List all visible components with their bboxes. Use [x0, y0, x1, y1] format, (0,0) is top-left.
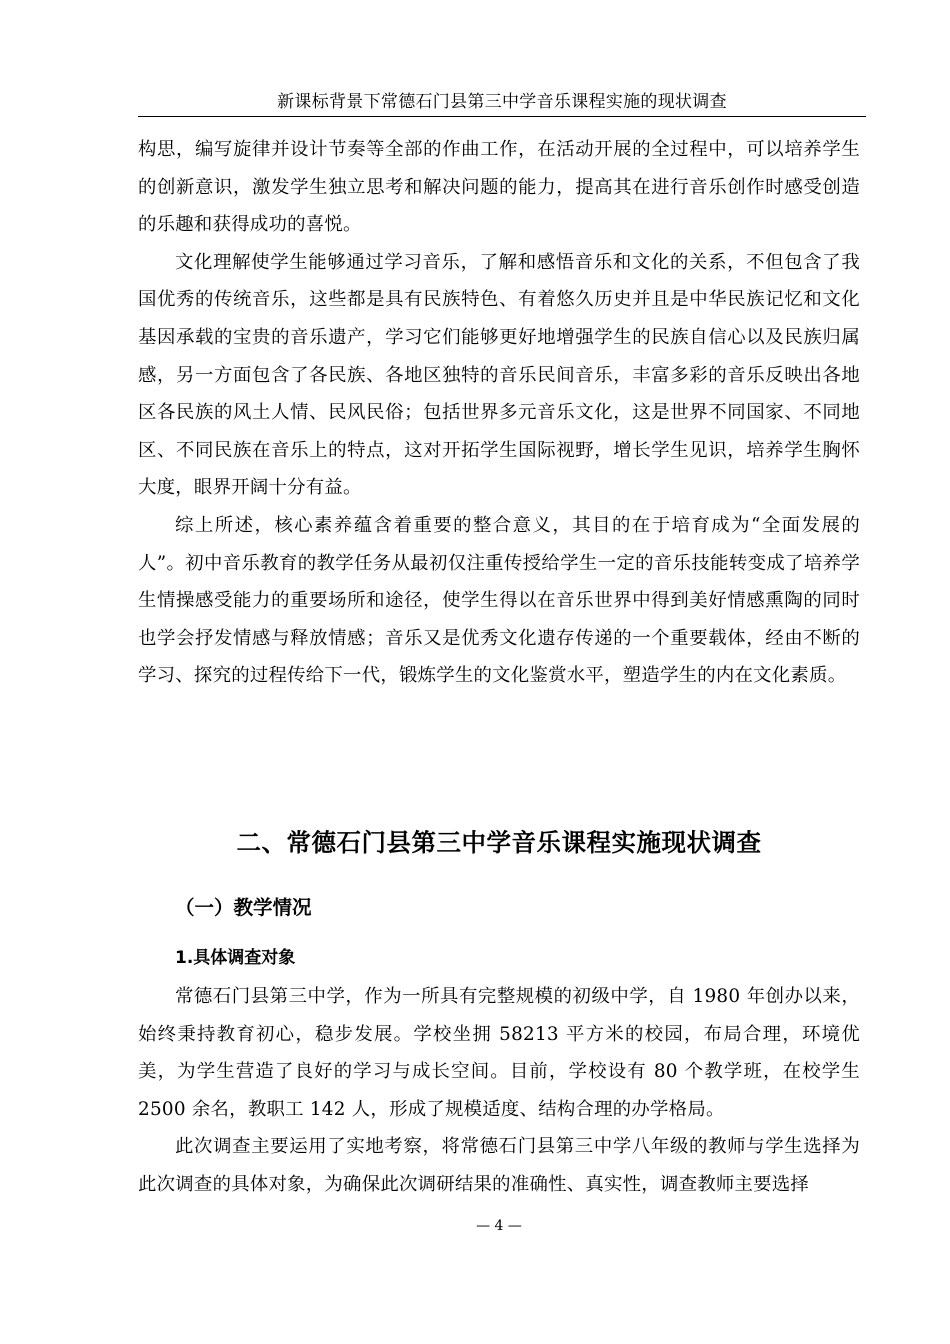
body-text-section	[138, 978, 860, 1204]
section-heading: 二、常德石门县第三中学音乐课程实施现状调查	[236, 828, 762, 857]
paragraph-continued: 构思，编写旋律并设计节奏等全部的作曲工作，在活动开展的全过程中，可以培养学生的创新意识，激发学生独立思考和解决问题的能力，提高其在进行音乐创作时感受创造的乐趣和获得成功的喜悦。	[138, 139, 860, 236]
paragraph-survey-method: 此次调查主要运用了实地考察，将常德石门县第三中学八年级的教师与学生选择为此次调查的具体对象，为确保此次调研结果的准确性、真实性，调查教师主要选择	[138, 1136, 860, 1195]
subsection-heading: （一）教学情况	[175, 896, 312, 919]
paragraph-cultural-understanding: 文化理解使学生能够通过学习音乐，了解和感悟音乐和文化的关系，不但包含了我国优秀的传统音乐，这些都是具有民族特色、有着悠久历史并且是中华民族记忆和文化基因承载的宝贵的音乐遗产，学习它们能够更好地增强学生的民族自信心以及民族归属感，另一方面包含了各民族、各地区独特的音乐民间音乐，丰富多彩的音乐反映出各地区各民族的风土人情、民风民俗；包括世界多元音乐文化，这是世界不同国家、不同地区、不同民族在音乐上的特点，这对开拓学生国际视野，增长学生见识，培养学生胸怀大度，眼界开阔十分有益。	[138, 251, 860, 499]
running-header: 新课标背景下常德石门县第三中学音乐课程实施的现状调查	[277, 92, 727, 112]
header-rule	[138, 116, 866, 117]
page-number: — 4 —	[476, 1218, 522, 1234]
paragraph-school-profile: 常德石门县第三中学，作为一所具有完整规模的初级中学，自 1980 年创办以来，始终秉持教育初心，稳步发展。学校坐拥 58213 平方米的校园，布局合理，环境优美，为学生营造了良好的学习与成长空间。目前，学校设有 80 个教学班，在校学生 2500 余名，教职工 142 人，形成了规模适度、结构合理的办学格局。	[138, 986, 860, 1120]
paragraph-summary: 综上所述，核心素养蕴含着重要的整合意义，其目的在于培育成为“全面发展的人”。初中音乐教育的教学任务从最初仅注重传授给学生一定的音乐技能转变成了培养学生情操感受能力的重要场所和途径，使学生得以在音乐世界中得到美好情感熏陶的同时也学会抒发情感与释放情感；音乐又是优秀文化遗存传递的一个重要载体，经由不断的学习、探究的过程传给下一代，锻炼学生的文化鉴赏水平，塑造学生的内在文化素质。	[138, 514, 860, 687]
body-text-top	[138, 131, 860, 695]
item-heading: 1.具体调查对象	[175, 948, 296, 968]
